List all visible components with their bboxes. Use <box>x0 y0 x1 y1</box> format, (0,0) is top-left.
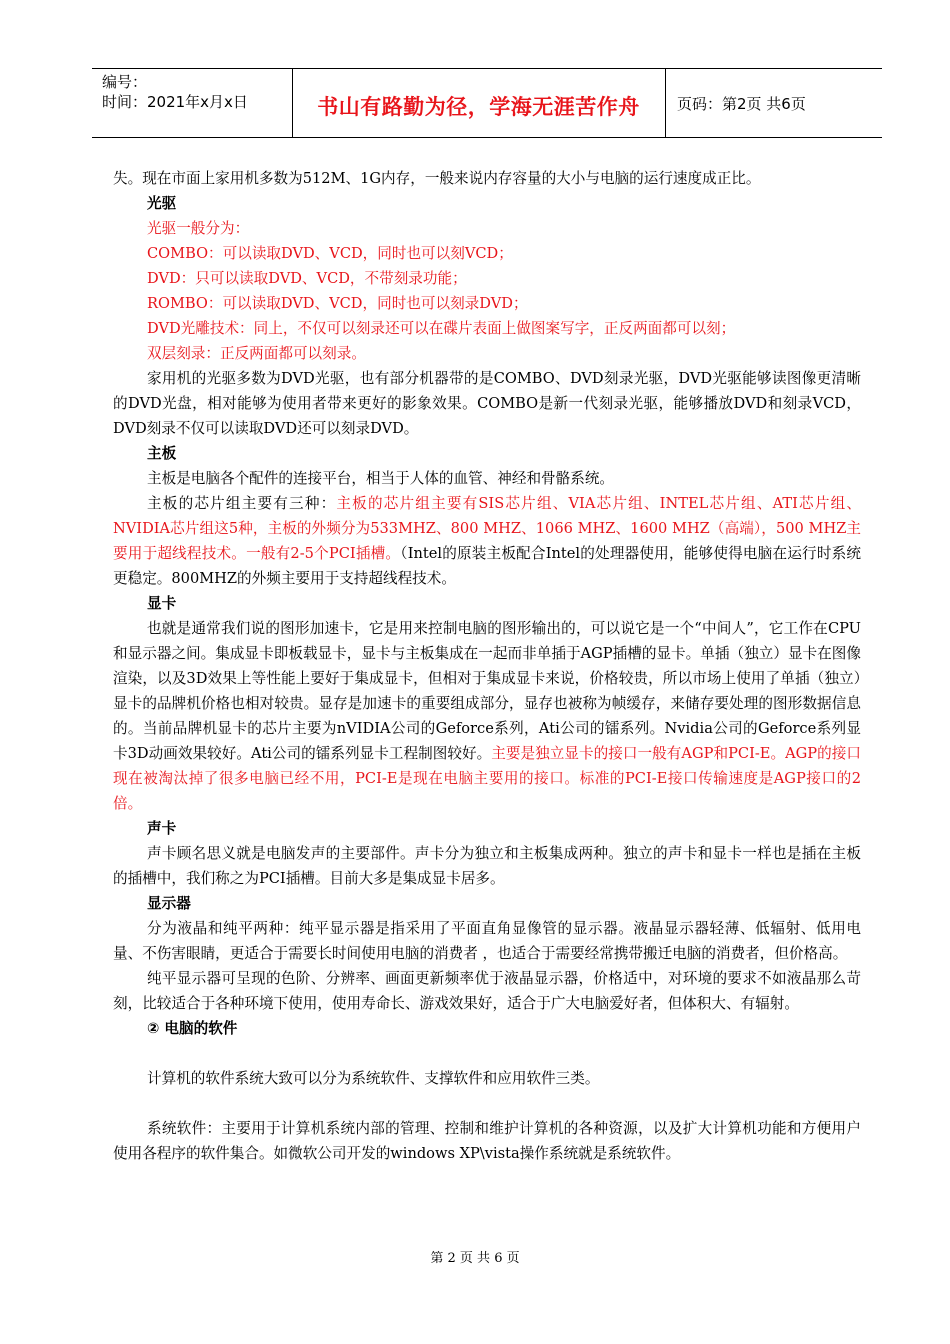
highlight-span: 主要是独立显卡的接口一般有AGP和PCI-E。AGP的接口现在被淘汰掉了很多电脑已经不用，PCI-E是现在电脑主要用的接口。标准的PCI-E接口传输速度是AGP接口的2倍。 <box>113 745 861 812</box>
header-motto-cell <box>292 69 666 137</box>
paragraph-motherboard-2 <box>113 491 861 591</box>
paragraph-software-2: 系统软件：主要用于计算机系统内部的管理、控制和维护计算机的各种资源，以及扩大计算机功能和方便用户使用各程序的软件集合。如微软公司开发的windows XP\vista操作系统就是系统软件。 <box>113 1120 861 1162</box>
paragraph-software-1: 计算机的软件系统大致可以分为系统软件、支撑软件和应用软件三类。 <box>147 1070 600 1087</box>
spacer <box>113 1091 861 1116</box>
highlight-span: 主板的芯片组主要有SIS芯片组、VIA芯片组、INTEL芯片组、ATI芯片组、NVIDIA芯片组这5种，主板的外频分为533MHZ、800 MHZ、1066 MHZ、1600 MHZ（高端），500 MHZ主要用于超线程技术。一般有2-5个PCI插槽。 <box>113 495 861 562</box>
paragraph-sound-card: 声卡顾名思义就是电脑发声的主要部件。声卡分为独立和主板集成两种。独立的声卡和显卡一样也是插在主板的插槽中，我们称之为PCI插槽。目前大多是集成显卡居多。 <box>113 845 861 887</box>
header-info-cell <box>92 69 293 137</box>
optical-list-item: DVD：只可以读取DVD、VCD，不带刻录功能； <box>147 270 467 287</box>
optical-list-item: 光驱一般分为： <box>147 220 250 237</box>
document-header <box>92 68 882 138</box>
header-motto: 书山有路勤为径，学海无涯苦作舟 <box>317 95 640 119</box>
text-span: （Intel的原装主板配合Intel的处理器使用，能够使得电脑在运行时系统更稳定。800MHZ的外频主要用于支持超线程技术。 <box>113 545 861 587</box>
paragraph-graphics-card <box>113 616 861 816</box>
page-footer: 第 2 页 共 6 页 <box>430 1251 520 1266</box>
text-span: 也就是通常我们说的图形加速卡，它是用来控制电脑的图形输出的，可以说它是一个“中间人”，它工作在CPU和显示器之间。集成显卡即板载显卡，显卡与主板集成在一起而非单插于AGP插槽的显卡。单插（独立）显卡在图像渲染，以及3D效果上等性能上要好于集成显卡，但相对于集成显卡来说，价格较贵，所以市场上使用了单插（独立）显卡的品牌机价格也相对较贵。显存是加速卡的重要组成部分，显存也被称为帧缓存，来储存要处理的图形数据信息的。当前品牌机显卡的芯片主要为nVIDIA公司的Geforce系列，Ati公司的镭系列。Nvidia公司的Geforce系列显卡3D动画效果较好。Ati公司的镭系列显卡工程制图较好。 <box>113 620 861 762</box>
heading-sound-card: 声卡 <box>147 820 177 837</box>
header-page-cell <box>665 69 882 137</box>
optical-list-item: DVD光雕技术：同上，不仅可以刻录还可以在碟片表面上做图案写字，正反两面都可以刻； <box>147 320 736 337</box>
text-span: 主板的芯片组主要有三种： <box>147 495 337 512</box>
heading-graphics-card: 显卡 <box>147 595 177 612</box>
paragraph-memory-tail: 失。现在市面上家用机多数为512M、1G内存，一般来说内存容量的大小与电脑的运行速度成正比。 <box>113 170 761 187</box>
spacer <box>113 1041 861 1066</box>
document-body <box>113 166 861 1166</box>
header-page-label: 页码：第2页 共6页 <box>677 95 806 113</box>
paragraph-motherboard-1: 主板是电脑各个配件的连接平台，相当于人体的血管、神经和骨骼系统。 <box>147 470 615 487</box>
optical-list-item: 双层刻录：正反两面都可以刻录。 <box>147 345 366 362</box>
header-time-label: 时间：2021年x月x日 <box>102 93 248 111</box>
paragraph-monitor-2: 纯平显示器可呈现的色阶、分辨率、画面更新频率优于液晶显示器，价格适中，对环境的要求不如液晶那么苛刻，比较适合于各种环境下使用，使用寿命长、游戏效果好，适合于广大电脑爱好者，但体积大、有辐射。 <box>113 970 861 1012</box>
header-number-label: 编号： <box>102 73 148 91</box>
optical-list-item: ROMBO：可以读取DVD、VCD，同时也可以刻录DVD； <box>147 295 528 312</box>
heading-optical-drive: 光驱 <box>147 195 177 212</box>
paragraph-optical: 家用机的光驱多数为DVD光驱，也有部分机器带的是COMBO、DVD刻录光驱，DVD光驱能够读图像更清晰的DVD光盘，相对能够为使用者带来更好的影象效果。COMBO是新一代刻录光驱，能够播放DVD和刻录VCD，DVD刻录不仅可以读取DVD还可以刻录DVD。 <box>113 370 861 437</box>
optical-list-item: COMBO：可以读取DVD、VCD，同时也可以刻VCD； <box>147 245 513 262</box>
paragraph-monitor-1: 分为液晶和纯平两种：纯平显示器是指采用了平面直角显像管的显示器。液晶显示器轻薄、低辐射、低用电量、不伤害眼睛，更适合于需要长时间使用电脑的消费者 ，也适合于需要经常携带搬迁电脑的消费者，但价格高。 <box>113 920 861 962</box>
heading-software: ② 电脑的软件 <box>147 1020 238 1037</box>
heading-monitor: 显示器 <box>147 895 191 912</box>
heading-motherboard: 主板 <box>147 445 177 462</box>
